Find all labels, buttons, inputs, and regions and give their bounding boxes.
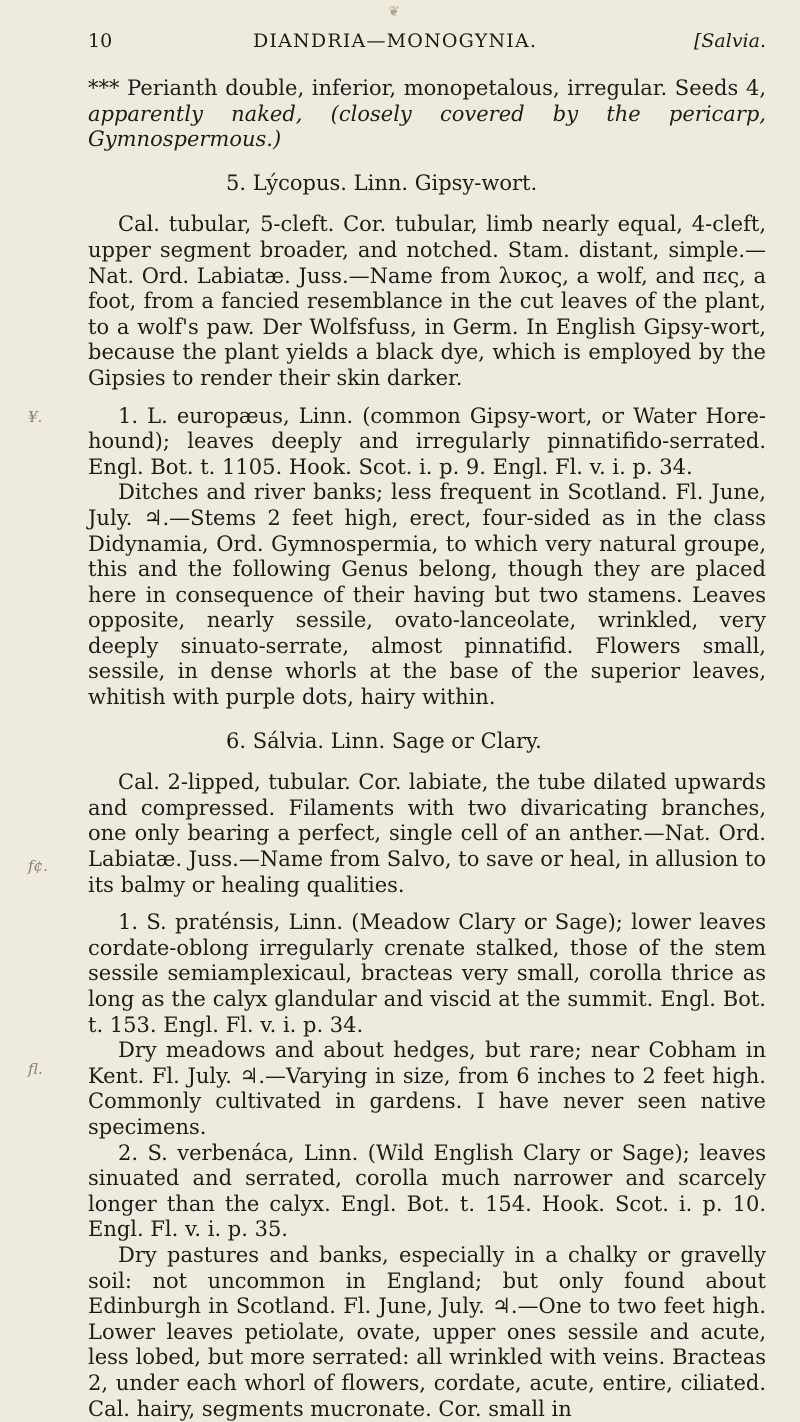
margin-note: f¢. [28, 857, 48, 875]
species-notes-salvia-pratensis: Dry meadows and about hedges, but rare; near Cobham in Kent. Fl. July. ♃.—Varying in size, from 6 inches to 2 feet high. Commonly cultivated in gardens. I have never seen native specimens. [88, 1038, 766, 1139]
genus-description-salvia: Cal. 2-lipped, tubular. Cor. labiate, the tube dilated upwards and compressed. Filaments with two divaricating branches, one only bearing a perfect, single cell of an anther.—Nat. Ord. Labiatæ. Juss.—Name from Salvo, to save or heal, in allusion to its balmy or healing qualities. [88, 770, 767, 897]
genus-heading-lycopus: 5. Lýcopus. Linn. Gipsy-wort. [226, 170, 538, 195]
species-notes-salvia-verbenaca: Dry pastures and banks, especially in a chalky or gravelly soil: not uncommon in England; but only found about Edinburgh in Scotland. Fl. June, July. ♃.—One to two feet high. Lower leaves petiolate, ovate, upper ones sessile and acute, less lobed, but more serrated: all wrinkled with veins. Bracteas 2, under each whorl of flowers, cordate, acute, entire, ciliated. Cal. hairy, segments mucronate. Cor. small in [88, 1242, 766, 1421]
running-title: DIANDRIA—MONOGYNIA. [253, 30, 538, 52]
running-genus: [Salvia. [693, 30, 766, 52]
body-text [88, 76, 766, 1422]
genus-heading-salvia: 6. Sálvia. Linn. Sage or Clary. [226, 728, 542, 753]
ink-blot-icon: ❦ [388, 4, 400, 20]
species-salvia-verbenaca: 2. S. verbenáca, Linn. (Wild English Clary or Sage); leaves sinuated and serrated, corolla much narrower and scarcely longer than the calyx. Engl. Bot. t. 154. Hook. Scot. i. p. 10. Engl. Fl. v. i. p. 35. [88, 1140, 766, 1242]
genus-description-lycopus: Cal. tubular, 5-cleft. Cor. tubular, limb nearly equal, 4-cleft, upper segment broader, and notched. Stam. distant, simple.—Nat. Ord. Labiatæ. Juss.—Name from λυκος, a wolf, and πες, a foot, from a fancied resemblance in the cut leaves of the plant, to a wolf's paw. Der Wolfsfuss, in Germ. In English Gipsy-wort, because the plant yields a black dye, which is employed by the Gipsies to render their skin darker. [88, 212, 766, 390]
species-salvia-pratensis: 1. S. praténsis, Linn. (Meadow Clary or Sage); lower leaves cordate-oblong irregularly crenate stalked, those of the stem sessile semiamplexicaul, bracteas very small, corolla thrice as long as the calyx glandular and viscid at the summit. Engl. Bot. t. 153. Engl. Fl. v. i. p. 34. [88, 910, 766, 1037]
order-characters: *** Perianth double, inferior, monopetalous, irregular. Seeds 4, apparently naked, (closely covered by the pericarp, Gymnospermous.) [88, 76, 766, 152]
page-number: 10 [88, 30, 113, 52]
running-header [88, 30, 766, 66]
margin-note: fl. [28, 1060, 43, 1078]
species-notes-lycopus-europaeus: Ditches and river banks; less frequent in Scotland. Fl. June, July. ♃.—Stems 2 feet high, erect, four-sided as in the class Didynamia, Ord. Gymnospermia, to which very natural groupe, this and the following Genus belong, though they are placed here in consequence of their having but two stamens. Leaves opposite, nearly sessile, ovato-lanceolate, wrinkled, very deeply sinuato-serrate, almost pinnatifid. Flowers small, sessile, in dense whorls at the base of the superior leaves, whitish with purple dots, hairy within. [88, 480, 766, 710]
species-lycopus-europaeus: 1. L. europæus, Linn. (common Gipsy-wort, or Water Hore-hound); leaves deeply and irregularly pinnatifido-serrated. Engl. Bot. t. 1105. Hook. Scot. i. p. 9. Engl. Fl. v. i. p. 34. [88, 403, 766, 479]
margin-note: ¥. [28, 408, 43, 426]
